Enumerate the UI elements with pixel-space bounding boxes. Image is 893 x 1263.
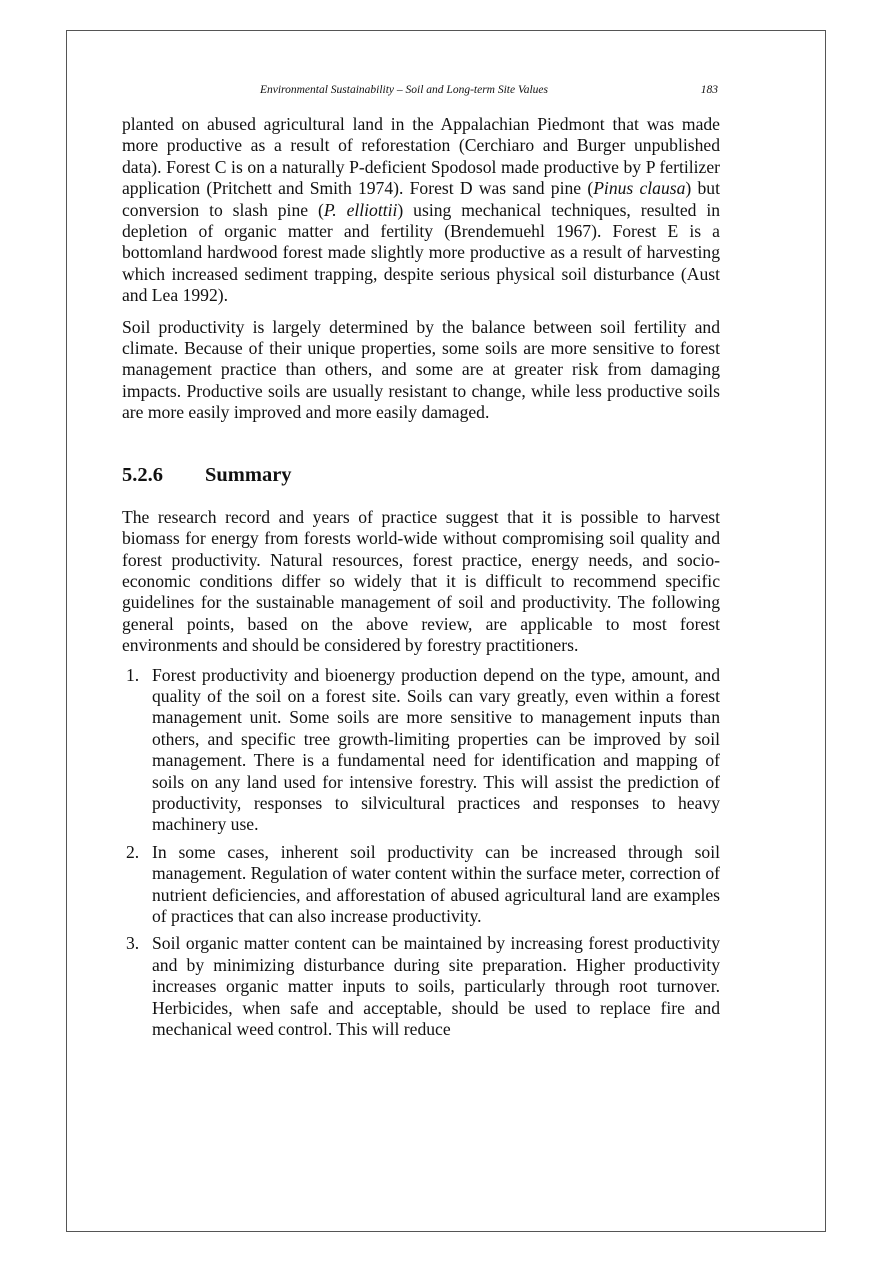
list-marker: 2. <box>126 841 140 862</box>
paragraph-text: planted on abused agricultural land in the Appalachian Piedmont that was made more productive as a result of reforestation (Cerchiaro and Burger unpublished data). Forest C is on a naturally P-deficient Spodosol made productive by P fertilizer application (Pritchett and Smith 1974). Forest D was sand pine ( <box>122 114 720 199</box>
running-header <box>120 84 718 100</box>
paragraph-continued <box>122 114 720 307</box>
list-item-text: Soil organic matter content can be maintained by increasing forest productivity and by minimizing disturbance during site preparation. Higher productivity increases organic matter inputs to soils, particularly through root turnover. Herbicides, when safe and acceptable, should be used to replace fire and mechanical weed control. This will reduce <box>152 933 720 1040</box>
species-name: P. elliottii <box>323 199 398 220</box>
list-marker: 1. <box>126 664 140 685</box>
list-item <box>122 665 720 836</box>
running-title: Environmental Sustainability – Soil and Long-term Site Values <box>259 84 548 96</box>
list-item-text: Forest productivity and bioenergy production depend on the type, amount, and quality of the soil on a forest site. Soils can vary greatly, even within a forest management unit. Some soils are more sensitive to management inputs than others, and specific tree growth-limiting properties can be improved by soil management. There is a fundamental need for identification and mapping of soils on any land used for intensive forestry. This will assist the prediction of productivity, responses to silvicultural practices and responses to heavy machinery use. <box>152 664 720 835</box>
paragraph-text: ) but conversion to slash pine ( <box>122 178 720 220</box>
paragraph-soil-productivity: Soil productivity is largely determined by the balance between soil fertility and climate. Because of their unique properties, some soils are more sensitive to forest management practice than others, and some are at greater risk from damaging impacts. Productive soils are usually resistant to change, while less productive soils are more easily improved and more easily damaged. <box>122 316 720 423</box>
paragraph-text: ) using mechanical techniques, resulted in depletion of organic matter and fertility (Brendemuehl 1967). Forest E is a bottomland hardwood forest made slightly more productive as a result of harvesting which increased sediment trapping, despite serious physical soil disturbance (Aust and Lea 1992). <box>122 199 721 306</box>
page-number: 183 <box>700 84 718 96</box>
summary-list <box>122 665 720 1041</box>
section-number: 5.2.6 <box>122 463 163 486</box>
species-name: Pinus clausa <box>593 178 686 199</box>
list-marker: 3. <box>126 933 140 954</box>
page-body <box>122 114 720 1046</box>
list-item-text: In some cases, inherent soil productivity can be increased through soil management. Regulation of water content within the surface meter, correction of nutrient deficiencies, and afforestation of abused agricultural land are examples of practices that can also increase productivity. <box>152 841 720 926</box>
list-item <box>122 842 720 928</box>
section-title: Summary <box>205 463 292 486</box>
summary-intro: The research record and years of practice suggest that it is possible to harvest biomass for energy from forests world-wide without compromising soil quality and forest productivity. Natural resources, forest practice, energy needs, and socio-economic conditions differ so widely that it is difficult to recommend specific guidelines for the sustainable management of soil and productivity. The following general points, based on the above review, are applicable to most forest environments and should be considered by forestry practitioners. <box>122 506 720 656</box>
section-heading <box>122 463 720 487</box>
list-item <box>122 933 720 1040</box>
